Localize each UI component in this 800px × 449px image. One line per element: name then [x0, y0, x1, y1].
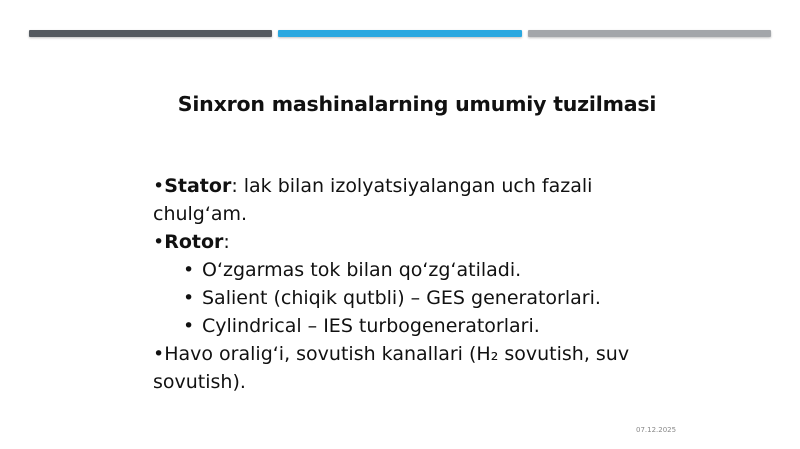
stator-label: Stator: [164, 175, 232, 197]
rotor-subitem-text: Salient (chiqik qutbli) – GES generatorlari.: [202, 287, 601, 309]
accent-bar-blue: [278, 30, 522, 37]
bullet-havo: •Havo oralig‘i, sovutish kanallari (H₂ sovutish, suv sovutish).: [153, 343, 630, 393]
bullet-stator: •Stator: lak bilan izolyatsiyalangan uch fazali chulg‘am.: [153, 175, 593, 225]
rotor-subitem-text: O‘zgarmas tok bilan qo‘zg‘atiladi.: [202, 259, 522, 281]
rotor-subitem: • Salient (chiqik qutbli) – GES generatorlari.: [183, 287, 601, 309]
rotor-subitem: • Cylindrical – IES turbogeneratorlari.: [183, 315, 540, 337]
slide-body: [153, 172, 673, 396]
rotor-label: Rotor: [164, 231, 224, 253]
accent-bar-gray: [528, 30, 771, 37]
bullet-rotor: •Rotor:: [153, 231, 230, 253]
havo-text: Havo oralig‘i, sovutish kanallari (H₂ sovutish, suv sovutish).: [153, 343, 630, 393]
stator-text: : lak bilan izolyatsiyalangan uch fazali chulg‘am.: [153, 175, 593, 225]
rotor-colon: :: [223, 231, 230, 253]
rotor-subitem: • O‘zgarmas tok bilan qo‘zg‘atiladi.: [183, 259, 522, 281]
accent-bar-dark: [29, 30, 272, 37]
footer-date: 07.12.2025: [636, 426, 677, 434]
slide-title: Sinxron mashinalarning umumiy tuzilmasi: [177, 92, 657, 116]
rotor-subitem-text: Cylindrical – IES turbogeneratorlari.: [202, 315, 540, 337]
